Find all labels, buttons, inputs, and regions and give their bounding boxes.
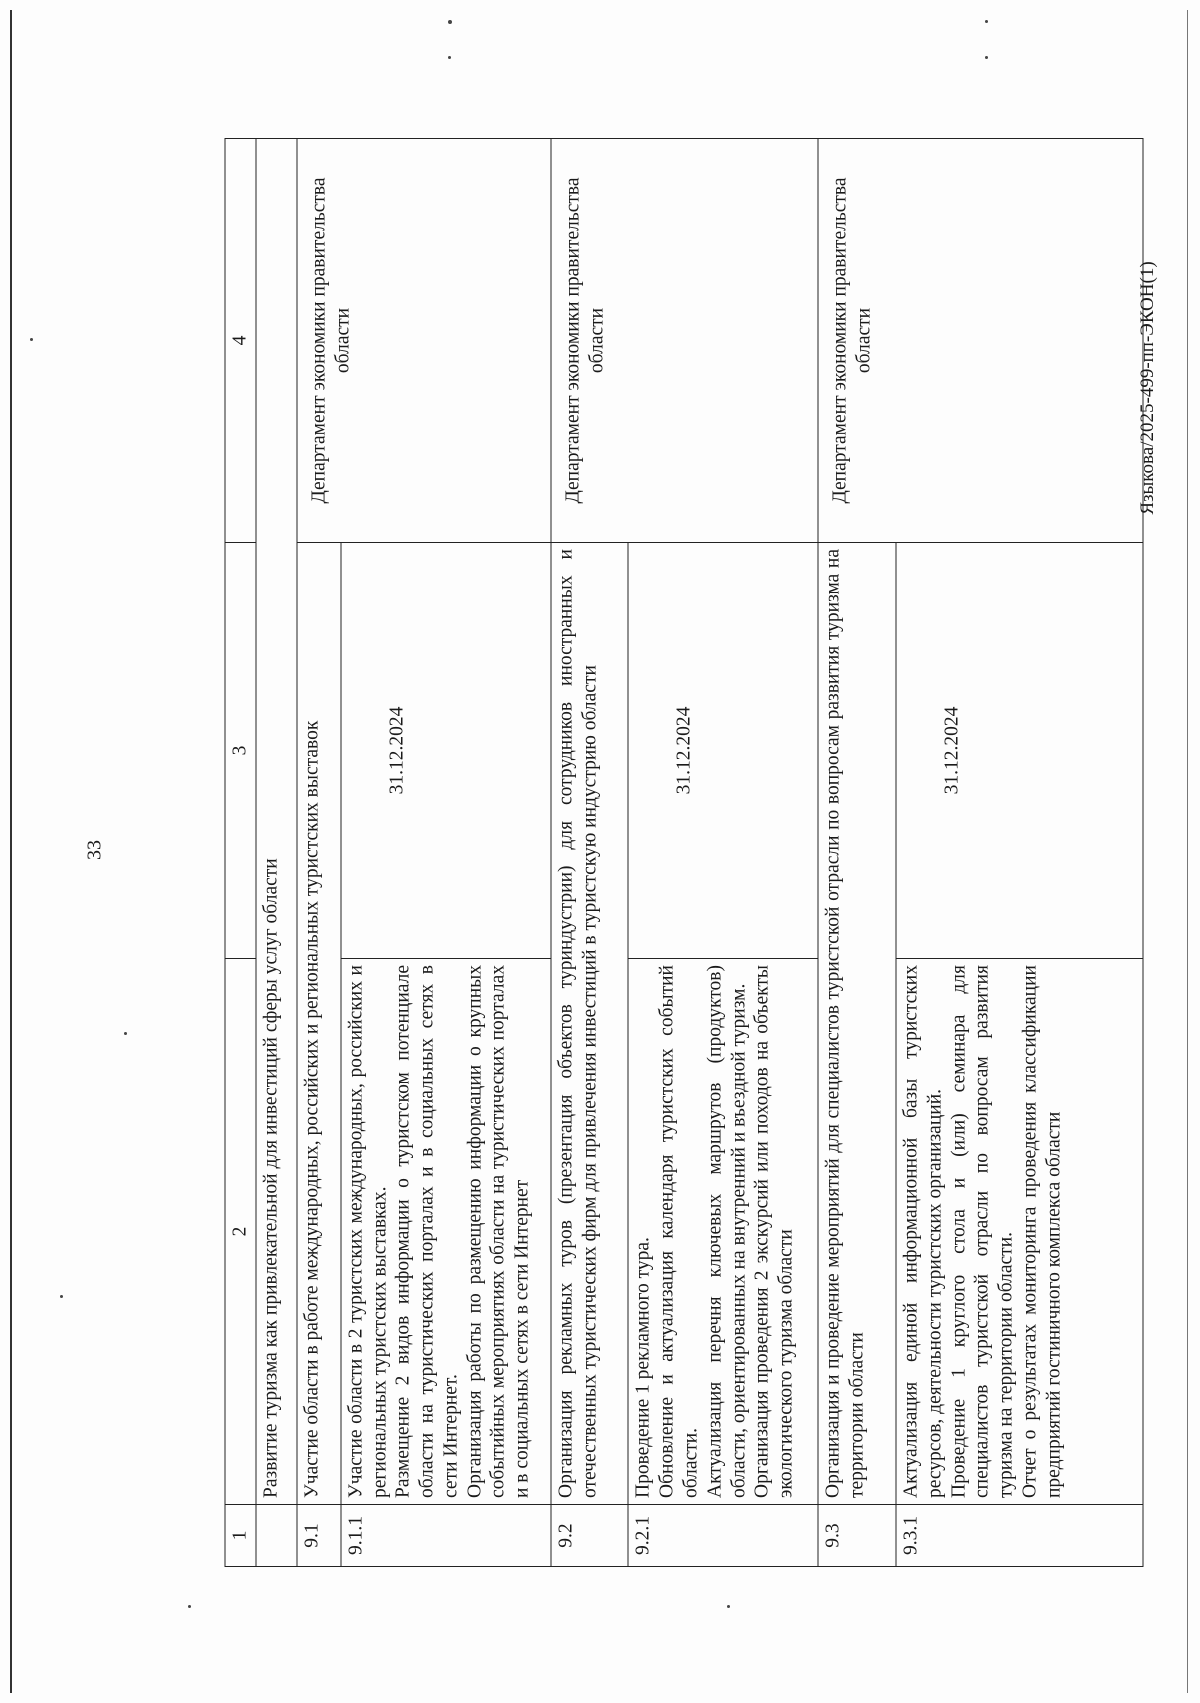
row-number: 9.2	[550, 1504, 628, 1566]
subrow-text	[628, 958, 818, 1504]
row-text: Организация и проведение мероприятий для специалистов туристской отрасли по вопросам развития туризма на территории области	[818, 542, 896, 1504]
row-text: Организация рекламных туров (презентация объектов туриндустрии) для сотрудников иностранных и отечественных туристических фирм для привлечения инвестиций в туристскую индустрию области	[550, 542, 628, 1504]
scan-speck	[985, 56, 988, 59]
subrow-line: Организация проведения 2 экскурсий или походов на объекты экологического туризма области	[751, 964, 797, 1498]
row-number: 9.3	[818, 1504, 896, 1566]
section-num-cell	[256, 1504, 297, 1566]
subrow-text	[896, 958, 1143, 1504]
scan-speck	[727, 1605, 730, 1608]
table-row	[818, 138, 896, 1566]
subrow-text	[340, 958, 550, 1504]
scan-speck	[124, 1032, 127, 1035]
subrow-line: Участие области в 2 туристских международных, российских и региональных туристских выставках.	[344, 964, 390, 1498]
header-col-2: 2	[225, 958, 256, 1504]
subrow-line: Актуализация единой информационной базы туристских ресурсов, деятельности туристских организаций.	[900, 964, 945, 1498]
subrow-line: Проведение 1 рекламного тура.	[632, 1236, 654, 1498]
plan-table	[224, 138, 1143, 1567]
responsible-department: Департамент экономики правительства области	[297, 138, 551, 542]
header-row	[225, 138, 256, 1566]
table-row	[550, 138, 628, 1566]
deadline-date: 31.12.2024	[896, 542, 1143, 958]
subrow-line: Размещение 2 видов информации о туристском потенциале области на туристических порталах и в социальных сетях в сети Интернет.	[392, 964, 461, 1498]
responsible-department: Департамент экономики правительства области	[550, 138, 818, 542]
header-col-4: 4	[225, 138, 256, 542]
subrow-line: Обновление и актуализация календаря туристских событий области.	[656, 964, 701, 1498]
subrow-line: Актуализация перечня ключевых маршрутов (продуктов) области, ориентированных на внутренний и въездной туризм.	[703, 964, 749, 1498]
subrow-line: Отчет о результатах мониторинга проведения классификации предприятий гостиничного комплекса области	[1018, 964, 1064, 1498]
responsible-department: Департамент экономики правительства области	[818, 138, 1143, 542]
subrow-number: 9.2.1	[628, 1504, 818, 1566]
header-col-3: 3	[225, 542, 256, 958]
scan-speck	[60, 1295, 63, 1298]
subrow-number: 9.3.1	[896, 1504, 1143, 1566]
section-title: Развитие туризма как привлекательной для инвестиций сферы услуг области	[256, 138, 297, 1504]
deadline-date: 31.12.2024	[628, 542, 818, 958]
scan-speck	[30, 338, 33, 341]
scan-speck	[448, 20, 452, 24]
scan-speck	[188, 1605, 191, 1608]
header-col-1: 1	[225, 1504, 256, 1566]
document-code: Языкова/2025-499-пп-ЭКОН(1)	[1137, 261, 1158, 515]
subrow-line: Организация работы по размещению информации о крупных событийных мероприятиях области на туристических порталах и в социальных сетях в сети Интернет	[463, 964, 533, 1498]
row-text: Участие области в работе международных, российских и региональных туристских выставок	[297, 542, 341, 1504]
subrow-line: Проведение 1 круглого стола и (или) семинара для специалистов туристской отрасли по вопросам развития туризма на территории области.	[947, 964, 1017, 1498]
deadline-date: 31.12.2024	[340, 542, 550, 958]
scan-speck	[448, 56, 451, 59]
rotated-table-container	[224, 139, 1143, 1567]
scan-speck	[985, 20, 988, 23]
page-number: 33	[83, 840, 106, 860]
subrow-number: 9.1.1	[340, 1504, 550, 1566]
row-number: 9.1	[297, 1504, 341, 1566]
table-row	[297, 138, 341, 1566]
section-row	[256, 138, 297, 1566]
